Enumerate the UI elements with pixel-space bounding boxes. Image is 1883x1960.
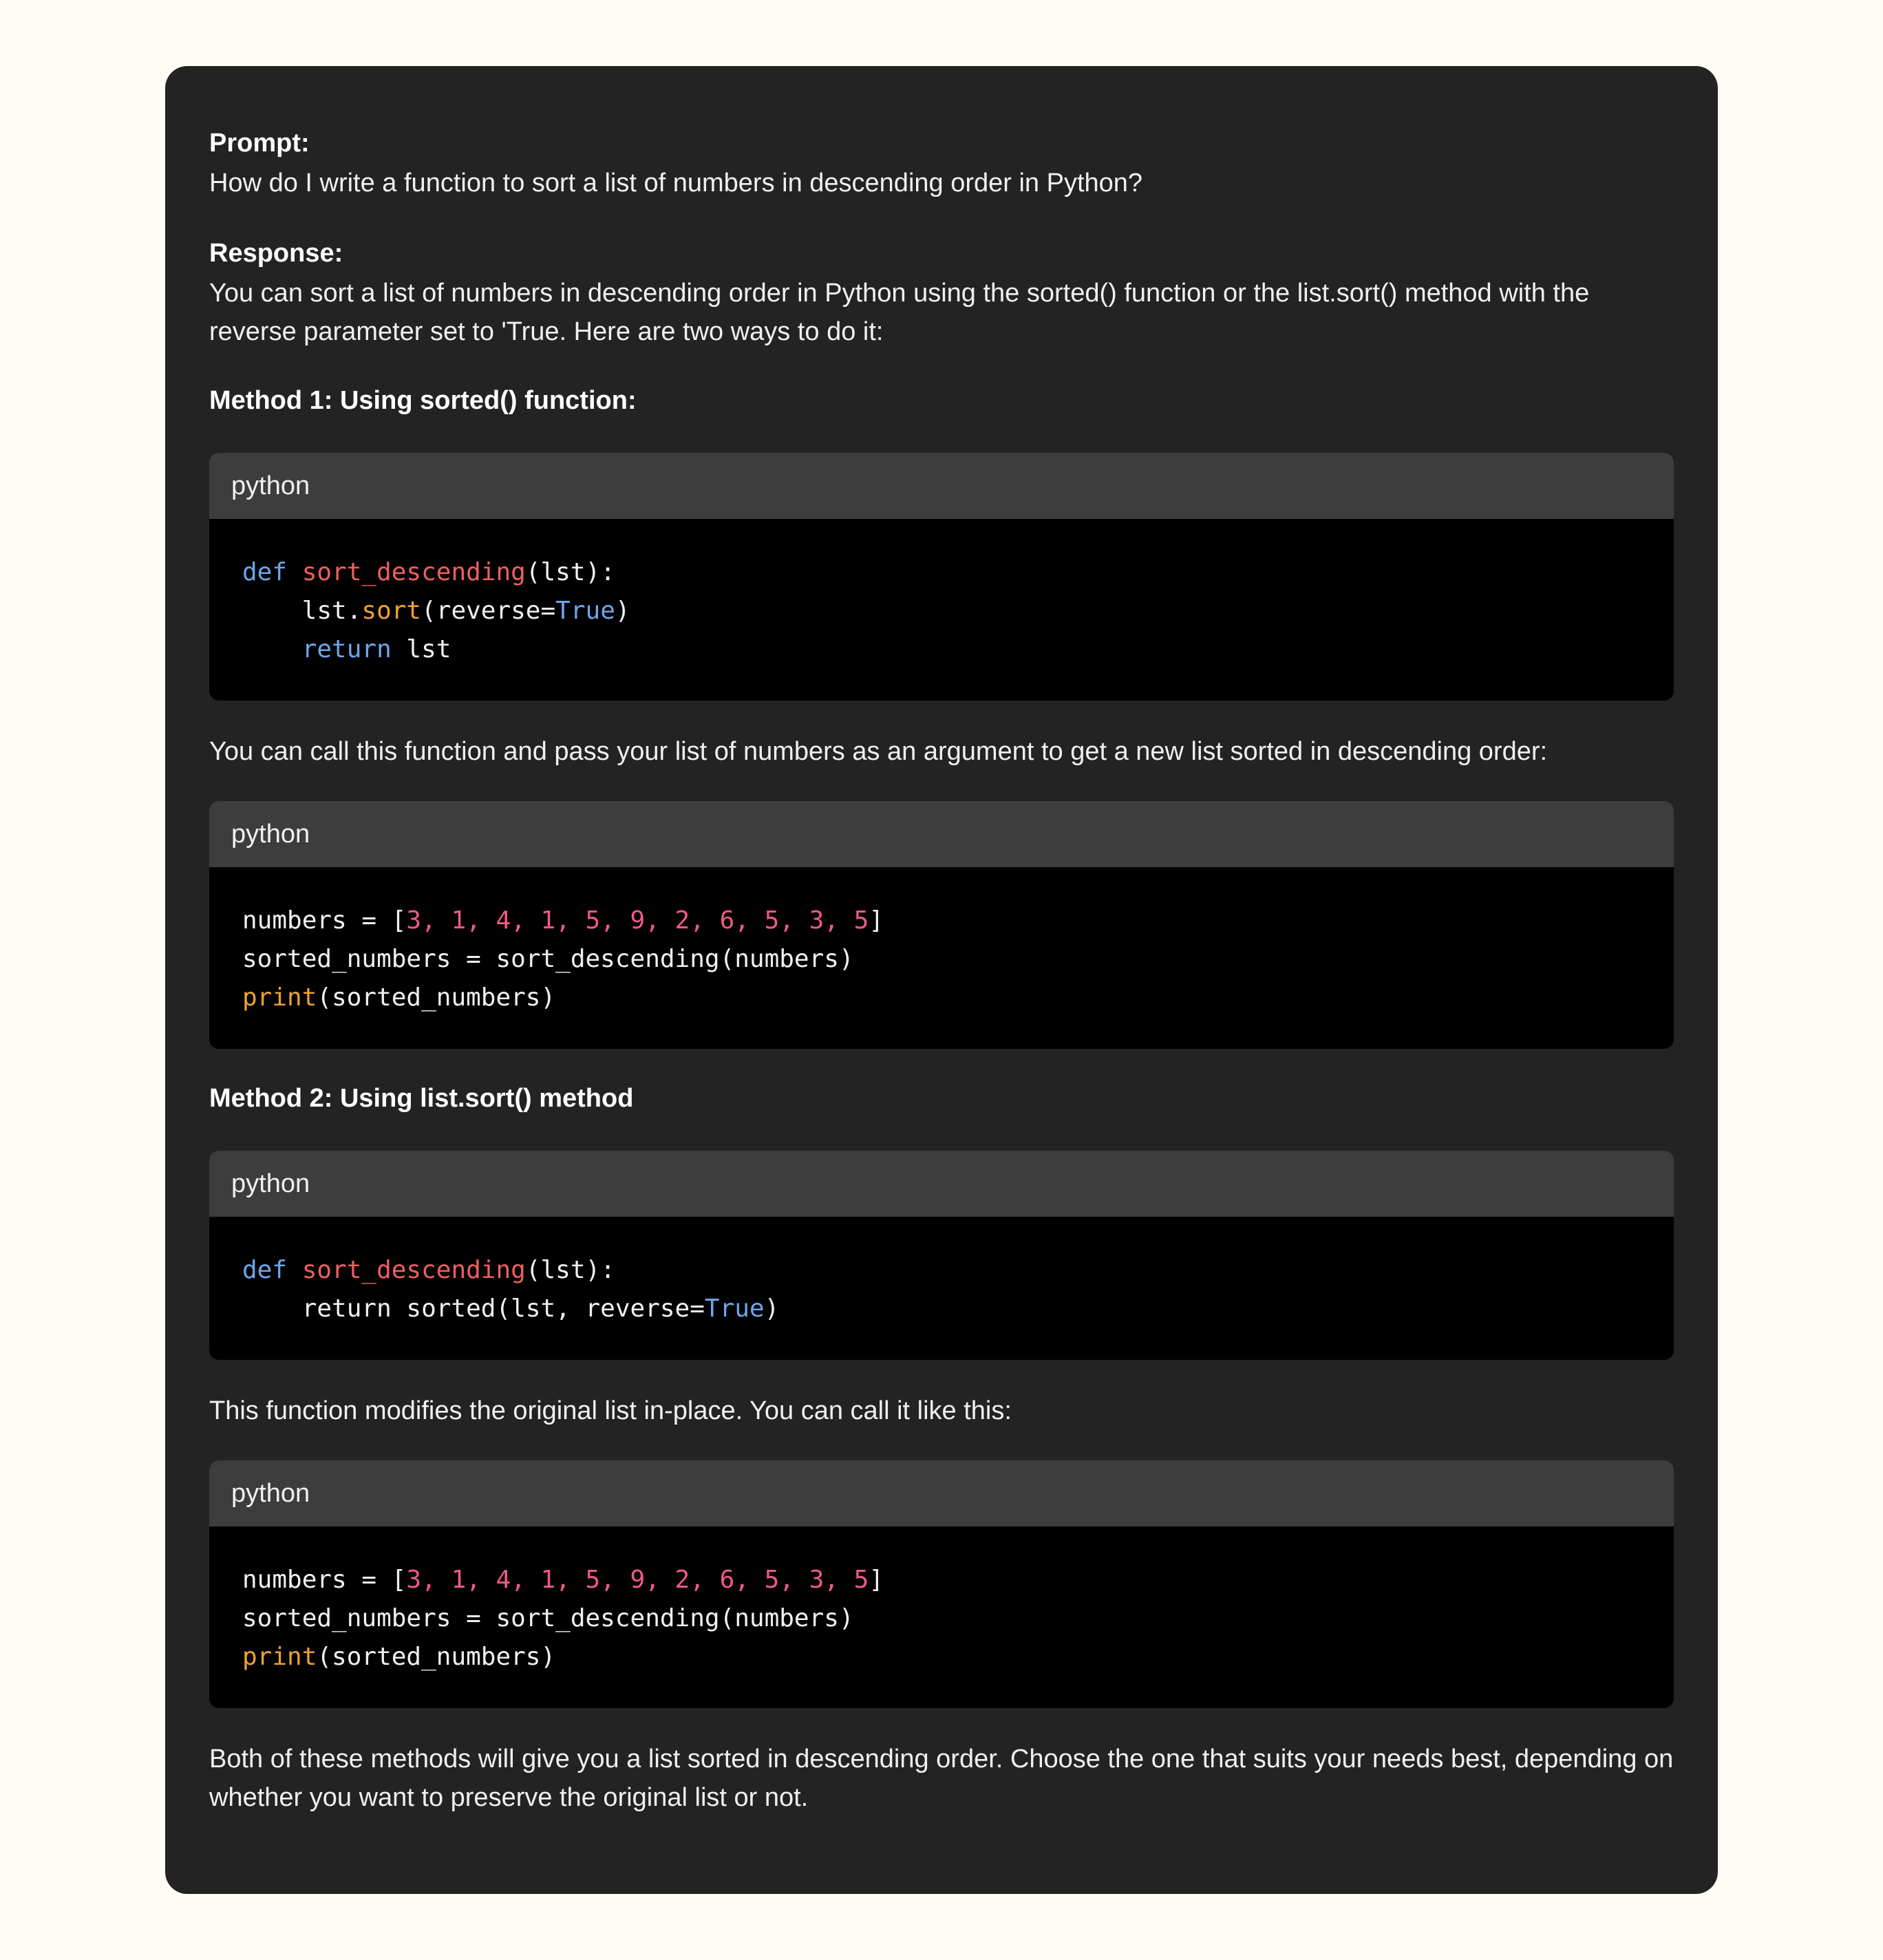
code-text: (lst): bbox=[525, 558, 615, 586]
code-function-name: sort_descending bbox=[301, 558, 526, 586]
code-text: lst bbox=[391, 635, 451, 663]
code-text: (reverse= bbox=[421, 597, 556, 625]
chat-card bbox=[165, 66, 1718, 1894]
code-text: return sorted(lst, reverse= bbox=[242, 1295, 705, 1323]
code-language-label: python bbox=[209, 1151, 1674, 1217]
code-text: ) bbox=[615, 597, 630, 625]
code-keyword: return bbox=[301, 635, 392, 663]
code-content[interactable] bbox=[209, 519, 1674, 669]
code-language-label: python bbox=[209, 801, 1674, 867]
code-block-2 bbox=[209, 801, 1674, 1049]
response-label: Response: bbox=[209, 239, 343, 268]
code-numbers: 3, 1, 4, 1, 5, 9, 2, 6, 5, 3, 5 bbox=[406, 906, 869, 935]
code-keyword: def bbox=[242, 1256, 288, 1284]
code-keyword: def bbox=[242, 558, 288, 586]
code-text bbox=[242, 635, 302, 663]
code-numbers: 3, 1, 4, 1, 5, 9, 2, 6, 5, 3, 5 bbox=[406, 1566, 869, 1594]
code-text: (sorted_numbers) bbox=[317, 983, 556, 1012]
code-text: numbers = [ bbox=[242, 1566, 407, 1594]
code-boolean: True bbox=[704, 1295, 765, 1323]
prompt-text: How do I write a function to sort a list of numbers in descending order in Python? bbox=[209, 169, 1143, 198]
code-content[interactable] bbox=[209, 867, 1674, 1017]
conclusion-text: Both of these methods will give you a list sorted in descending order. Choose the one that suits your needs best, depending on whether you want to preserve the original list or not. bbox=[209, 1745, 1674, 1812]
code-text: lst. bbox=[242, 597, 362, 625]
code-text: numbers = [ bbox=[242, 906, 407, 935]
code-boolean: True bbox=[555, 597, 615, 625]
code-block-3 bbox=[209, 1151, 1674, 1360]
code-content[interactable] bbox=[209, 1217, 1674, 1328]
code-call: sort bbox=[361, 597, 422, 625]
between-text-1: You can call this function and pass your list of numbers as an argument to get a new list sorted in descending order: bbox=[209, 737, 1548, 766]
method1-heading: Method 1: Using sorted() function: bbox=[209, 386, 637, 415]
method2-heading: Method 2: Using list.sort() method bbox=[209, 1084, 634, 1113]
code-text: (sorted_numbers) bbox=[317, 1643, 556, 1671]
code-language-label: python bbox=[209, 1460, 1674, 1526]
prompt-label: Prompt: bbox=[209, 129, 310, 158]
code-call: print bbox=[242, 1643, 317, 1671]
code-function-name: sort_descending bbox=[301, 1256, 526, 1284]
code-text: ] bbox=[869, 906, 884, 935]
code-text: ) bbox=[764, 1295, 780, 1323]
code-call: print bbox=[242, 983, 317, 1012]
code-text: sorted_numbers = sort_descending(numbers) bbox=[242, 1604, 854, 1632]
code-content[interactable] bbox=[209, 1526, 1674, 1676]
code-block-4 bbox=[209, 1460, 1674, 1708]
code-text: sorted_numbers = sort_descending(numbers) bbox=[242, 945, 854, 973]
between-text-2: This function modifies the original list in-place. You can call it like this: bbox=[209, 1396, 1012, 1425]
code-language-label: python bbox=[209, 453, 1674, 519]
response-intro: You can sort a list of numbers in descending order in Python using the sorted() function or the list.sort() method with the reverse parameter set to 'True. Here are two ways to do it: bbox=[209, 279, 1590, 346]
code-text: (lst): bbox=[525, 1256, 615, 1284]
code-block-1 bbox=[209, 453, 1674, 701]
code-text: ] bbox=[869, 1566, 884, 1594]
